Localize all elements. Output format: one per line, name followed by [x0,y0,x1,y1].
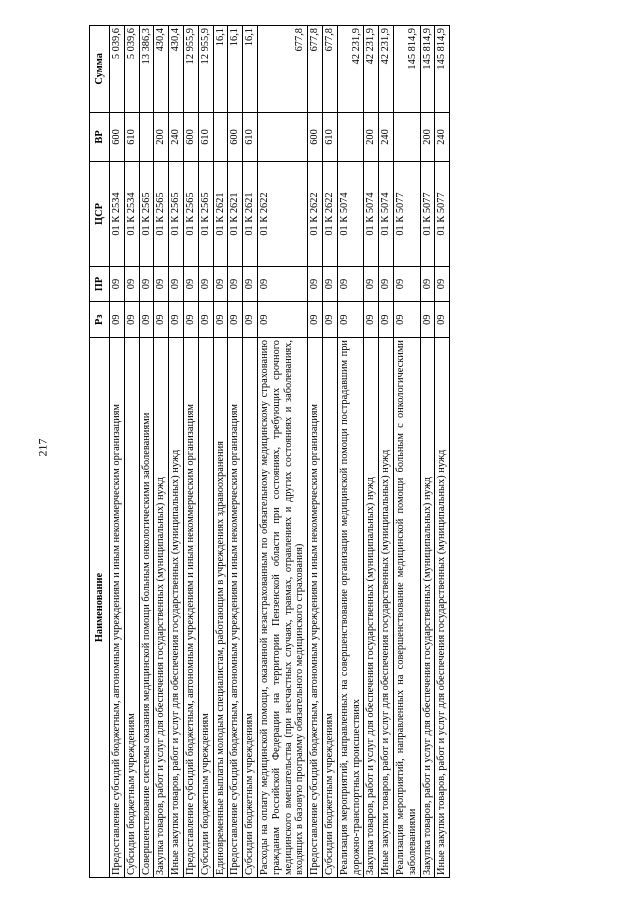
cell-csr: 01 К 2534 [124,162,139,266]
cell-rz: 09 [308,302,323,338]
table-row [213,26,228,878]
cell-csr: 01 К 2621 [243,162,258,266]
cell-csr: 01 К 2621 [213,162,228,266]
cell-sum: 430,4 [169,26,184,113]
cell-name: Субсидии бюджетным учреждениям [322,338,337,878]
cell-pr: 09 [364,266,379,302]
cell-sum: 145 814,9 [435,26,450,113]
table-row [420,26,435,878]
cell-rz: 09 [139,302,154,338]
header-name: Наименование [90,338,110,878]
cell-rz: 09 [124,302,139,338]
cell-rz: 09 [322,302,337,338]
cell-csr: 01 К 2534 [110,162,125,266]
cell-pr: 09 [183,266,198,302]
cell-vr: 600 [183,112,198,162]
cell-name: Иные закупки товаров, работ и услуг для обеспечения государственных (муниципальных) нужд [379,338,394,878]
cell-name: Иные закупки товаров, работ и услуг для обеспечения государственных (муниципальных) нужд [435,338,450,878]
cell-rz: 09 [183,302,198,338]
cell-pr: 09 [435,266,450,302]
cell-pr: 09 [213,266,228,302]
cell-sum: 145 814,9 [420,26,435,113]
page-number: 217 [35,438,50,457]
cell-csr: 01 К 2565 [139,162,154,266]
table-row [435,26,450,878]
cell-pr: 09 [308,266,323,302]
cell-sum: 145 814,9 [393,26,420,113]
cell-sum: 13 386,3 [139,26,154,113]
header-vr: ВР [90,112,110,162]
cell-rz: 09 [337,302,364,338]
cell-vr: 610 [243,112,258,162]
cell-sum: 677,8 [322,26,337,113]
cell-pr: 09 [393,266,420,302]
cell-sum: 16,1 [213,26,228,113]
cell-vr [337,112,364,162]
cell-pr: 09 [257,266,307,302]
cell-rz: 09 [169,302,184,338]
cell-pr: 09 [124,266,139,302]
cell-name: Предоставление субсидий бюджетным, автономным учреждениям и иным некоммерческим организациям [110,338,125,878]
table-row [169,26,184,878]
cell-csr: 01 К 2622 [322,162,337,266]
table-row [110,26,125,878]
cell-rz: 09 [110,302,125,338]
cell-pr: 09 [228,266,243,302]
cell-name: Совершенствование системы оказания медицинской помощи больным онкологическими заболеваниями [139,338,154,878]
cell-vr: 610 [198,112,213,162]
cell-csr: 01 К 5077 [420,162,435,266]
table-row [139,26,154,878]
cell-csr: 01 К 5074 [337,162,364,266]
cell-sum: 16,1 [243,26,258,113]
table-row [337,26,364,878]
table-row [364,26,379,878]
cell-vr: 240 [435,112,450,162]
table-row [257,26,307,878]
cell-csr: 01 К 2622 [308,162,323,266]
table-row [379,26,394,878]
cell-name: Иные закупки товаров, работ и услуг для обеспечения государственных (муниципальных) нужд [169,338,184,878]
cell-sum: 5 039,6 [110,26,125,113]
cell-pr: 09 [139,266,154,302]
cell-rz: 09 [393,302,420,338]
cell-pr: 09 [420,266,435,302]
cell-sum: 12 955,9 [198,26,213,113]
cell-csr: 01 К 5077 [435,162,450,266]
cell-name: Предоставление субсидий бюджетным, автономным учреждениям и иным некоммерческим организациям [183,338,198,878]
table-row [124,26,139,878]
cell-name: Субсидии бюджетным учреждениям [124,338,139,878]
cell-vr: 610 [322,112,337,162]
cell-name: Закупка товаров, работ и услуг для обеспечения государственных (муниципальных) нужд [420,338,435,878]
cell-name: Реализация мероприятий, направленных на совершенствование организации медицинской помощи пострадавшим при дорожно-транспортных происшествиях [337,338,364,878]
table-row [322,26,337,878]
cell-sum: 42 231,9 [364,26,379,113]
cell-name: Предоставление субсидий бюджетным, автономным учреждениям и иным некоммерческим организациям [228,338,243,878]
cell-sum: 430,4 [154,26,169,113]
cell-csr: 01 К 2565 [154,162,169,266]
table-row [228,26,243,878]
cell-sum: 16,1 [228,26,243,113]
cell-vr: 200 [420,112,435,162]
cell-rz: 09 [228,302,243,338]
cell-rz: 09 [257,302,307,338]
cell-pr: 09 [379,266,394,302]
cell-vr: 240 [379,112,394,162]
cell-vr [257,112,307,162]
cell-name: Расходы на оплату медицинской помощи, оказанной незастрахованным по обязательному медицинскому страхованию гражданам Российской Федерации на территории Пензенской области при состояниях, требующих срочного медицинского вмешательства (при несчастных случаях, травмах, отравлениях и других состояниях и заболеваниях, входящих в базовую программу обязательного медицинского страхования) [257,338,307,878]
cell-sum: 42 231,9 [337,26,364,113]
cell-pr: 09 [322,266,337,302]
cell-sum: 5 039,6 [124,26,139,113]
cell-rz: 09 [243,302,258,338]
cell-name: Закупка товаров, работ и услуг для обеспечения государственных (муниципальных) нужд [154,338,169,878]
cell-csr: 01 К 2565 [198,162,213,266]
cell-name: Закупка товаров, работ и услуг для обеспечения государственных (муниципальных) нужд [364,338,379,878]
cell-name: Субсидии бюджетным учреждениям [243,338,258,878]
cell-sum: 42 231,9 [379,26,394,113]
cell-name: Реализация мероприятий, направленных на совершенствование медицинской помощи больным с онкологическими заболеваниями [393,338,420,878]
cell-pr: 09 [169,266,184,302]
table-row [183,26,198,878]
cell-rz: 09 [198,302,213,338]
cell-csr: 01 К 2621 [228,162,243,266]
cell-rz: 09 [379,302,394,338]
rotated-page [89,25,578,878]
cell-vr [393,112,420,162]
cell-csr: 01 К 5074 [379,162,394,266]
table-header-row [90,26,110,878]
cell-pr: 09 [154,266,169,302]
cell-pr: 09 [198,266,213,302]
cell-vr: 240 [169,112,184,162]
cell-sum: 677,8 [257,26,307,113]
cell-csr: 01 К 5074 [364,162,379,266]
cell-name: Предоставление субсидий бюджетным, автономным учреждениям и иным некоммерческим организациям [308,338,323,878]
table-row [308,26,323,878]
cell-sum: 12 955,9 [183,26,198,113]
cell-rz: 09 [364,302,379,338]
header-csr: ЦСР [90,162,110,266]
table-row [393,26,420,878]
cell-sum: 677,8 [308,26,323,113]
table-row [198,26,213,878]
table-body [110,26,450,878]
table-row [243,26,258,878]
cell-rz: 09 [420,302,435,338]
cell-rz: 09 [154,302,169,338]
cell-vr: 200 [364,112,379,162]
cell-csr: 01 К 2565 [169,162,184,266]
header-pr: ПР [90,266,110,302]
cell-vr: 600 [110,112,125,162]
cell-vr: 610 [124,112,139,162]
cell-name: Субсидии бюджетным учреждениям [198,338,213,878]
table-row [154,26,169,878]
cell-name: Единовременные выплаты молодым специалистам, работающим в учреждениях здравоохранения [213,338,228,878]
cell-pr: 09 [110,266,125,302]
budget-table [89,25,450,878]
cell-pr: 09 [243,266,258,302]
cell-rz: 09 [213,302,228,338]
cell-vr: 200 [154,112,169,162]
cell-vr [213,112,228,162]
header-rz: Рз [90,302,110,338]
cell-pr: 09 [337,266,364,302]
cell-vr [139,112,154,162]
cell-csr: 01 К 5077 [393,162,420,266]
cell-csr: 01 К 2565 [183,162,198,266]
header-sum: Сумма [90,26,110,113]
cell-vr: 600 [308,112,323,162]
cell-rz: 09 [435,302,450,338]
cell-vr: 600 [228,112,243,162]
cell-csr: 01 К 2622 [257,162,307,266]
